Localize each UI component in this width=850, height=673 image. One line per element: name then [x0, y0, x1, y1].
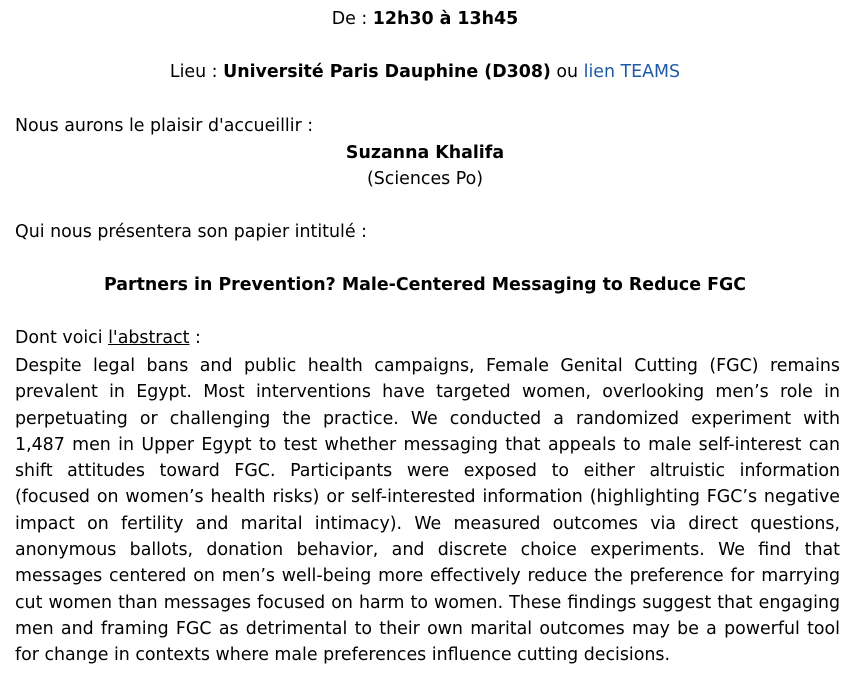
location-line	[0, 61, 850, 83]
abstract-intro-prefix: Dont voici	[15, 328, 109, 348]
paper-title: Partners in Prevention? Male-Centered Messaging to Reduce FGC	[103, 275, 746, 295]
abstract-line: messages centered on men’s well-being more effectively reduce the preference for marrying	[15, 566, 840, 587]
speaker-name: Suzanna Khalifa	[345, 143, 505, 163]
abstract-line: impact on fertility and marital intimacy). We measured outcomes via direct questions,	[15, 513, 840, 534]
time-prefix: De :	[331, 9, 373, 29]
time-line	[0, 8, 850, 30]
intro-text: Nous aurons le plaisir d'accueillir :	[15, 116, 314, 136]
abstract-line: shift attitudes toward FGC. Participants were exposed to either altruistic information	[15, 461, 840, 482]
abstract-line: for change in contexts where male preferences influence cutting decisions.	[15, 645, 671, 666]
location-prefix: Lieu :	[169, 62, 224, 82]
abstract-line: prevalent in Egypt. Most interventions have targeted women, overlooking men’s role in	[15, 382, 840, 403]
abstract-line: perpetuating or challenging the practice. We conducted a randomized experiment with	[15, 408, 840, 429]
time-value: 12h30 à 13h45	[372, 9, 519, 29]
abstract-intro-underlined: l'abstract	[108, 328, 190, 348]
speaker-affiliation: (Sciences Po)	[366, 169, 484, 189]
teams-link[interactable]: lien TEAMS	[583, 62, 681, 82]
abstract-intro-suffix: :	[189, 328, 201, 348]
abstract-body	[15, 353, 840, 669]
abstract-line: anonymous ballots, donation behavior, and discrete choice experiments. We find that	[15, 540, 840, 561]
abstract-line: men and framing FGC as detrimental to their own marital outcomes may be a powerful tool	[15, 618, 840, 639]
location-venue: Université Paris Dauphine (D308)	[223, 62, 551, 82]
abstract-line: cut women than messages focused on harm to women. These findings suggest that engaging	[15, 592, 840, 613]
paper-intro-text: Qui nous présentera son papier intitulé :	[15, 222, 367, 242]
location-connector: ou	[550, 62, 584, 82]
abstract-line: (focused on women’s health risks) or self-interested information (highlighting FGC’s negative	[15, 487, 840, 508]
abstract-line: Despite legal bans and public health campaigns, Female Genital Cutting (FGC) remains	[15, 356, 840, 376]
abstract-line: 1,487 men in Upper Egypt to test whether messaging that appeals to male self-interest can	[15, 434, 840, 455]
abstract-intro	[15, 327, 845, 349]
